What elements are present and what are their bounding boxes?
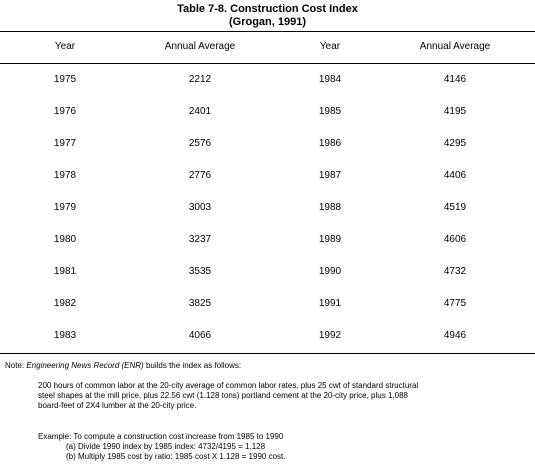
average-cell: 3003 <box>188 202 212 213</box>
year-cell: 1983 <box>53 330 77 341</box>
header-average-right: Annual Average <box>419 41 491 52</box>
note-prefix: Note: <box>5 361 27 370</box>
average-cell: 3825 <box>188 298 212 309</box>
year-cell: 1991 <box>318 298 342 309</box>
table-title: Table 7-8. Construction Cost Index <box>177 3 358 15</box>
year-cell: 1975 <box>53 74 77 85</box>
average-cell: 4195 <box>443 106 467 117</box>
average-cell: 2576 <box>188 138 212 149</box>
note-body <box>38 381 418 411</box>
year-cell: 1986 <box>318 138 342 149</box>
year-cell: 1979 <box>53 202 77 213</box>
average-cell: 4146 <box>443 74 467 85</box>
average-cell: 4732 <box>443 266 467 277</box>
year-cell: 1992 <box>318 330 342 341</box>
bottom-rule <box>0 353 535 354</box>
note-step-a: (a) Divide 1990 index by 1985 index: 4732/4195 = 1.128 <box>66 442 266 451</box>
average-cell: 2776 <box>188 170 212 181</box>
average-cell: 4066 <box>188 330 212 341</box>
note-step-b: (b) Multiply 1985 cost by ratio: 1985 cost X 1.128 = 1990 cost. <box>66 452 286 461</box>
average-cell: 4606 <box>443 234 467 245</box>
year-cell: 1990 <box>318 266 342 277</box>
note-intro <box>5 361 241 371</box>
header-rule <box>0 63 535 64</box>
year-cell: 1980 <box>53 234 77 245</box>
year-cell: 1976 <box>53 106 77 117</box>
average-cell: 4406 <box>443 170 467 181</box>
note-body-line: steel shapes at the mill price, plus 22.56 cwt (1.128 tons) portland cement at the 20-city price, plus 1,088 <box>38 391 408 400</box>
average-cell: 3535 <box>188 266 212 277</box>
year-cell: 1988 <box>318 202 342 213</box>
note-source: Engineering News Record (ENR) <box>26 361 144 370</box>
average-cell: 4295 <box>443 138 467 149</box>
year-cell: 1984 <box>318 74 342 85</box>
average-cell: 2401 <box>188 106 212 117</box>
year-cell: 1985 <box>318 106 342 117</box>
note-body-line: board-feet of 2X4 lumber at the 20-city price. <box>38 401 197 410</box>
table-title-block <box>0 3 535 29</box>
note-body-line: 200 hours of common labor at the 20-city average of common labor rates, plus 25 cwt of standard structural <box>38 381 419 390</box>
year-cell: 1977 <box>53 138 77 149</box>
note-suffix: builds the index as follows: <box>143 361 242 370</box>
average-cell: 3237 <box>188 234 212 245</box>
average-cell: 2212 <box>188 74 212 85</box>
year-cell: 1982 <box>53 298 77 309</box>
header-year-left: Year <box>54 41 76 52</box>
table-subtitle: (Grogan, 1991) <box>228 16 307 28</box>
average-cell: 4946 <box>443 330 467 341</box>
average-cell: 4519 <box>443 202 467 213</box>
year-cell: 1989 <box>318 234 342 245</box>
top-rule <box>0 31 535 32</box>
year-cell: 1978 <box>53 170 77 181</box>
year-cell: 1981 <box>53 266 77 277</box>
average-cell: 4775 <box>443 298 467 309</box>
year-cell: 1987 <box>318 170 342 181</box>
header-year-right: Year <box>319 41 341 52</box>
note-example: Example: To compute a construction cost increase from 1985 to 1990 <box>38 432 284 441</box>
header-average-left: Annual Average <box>164 41 236 52</box>
